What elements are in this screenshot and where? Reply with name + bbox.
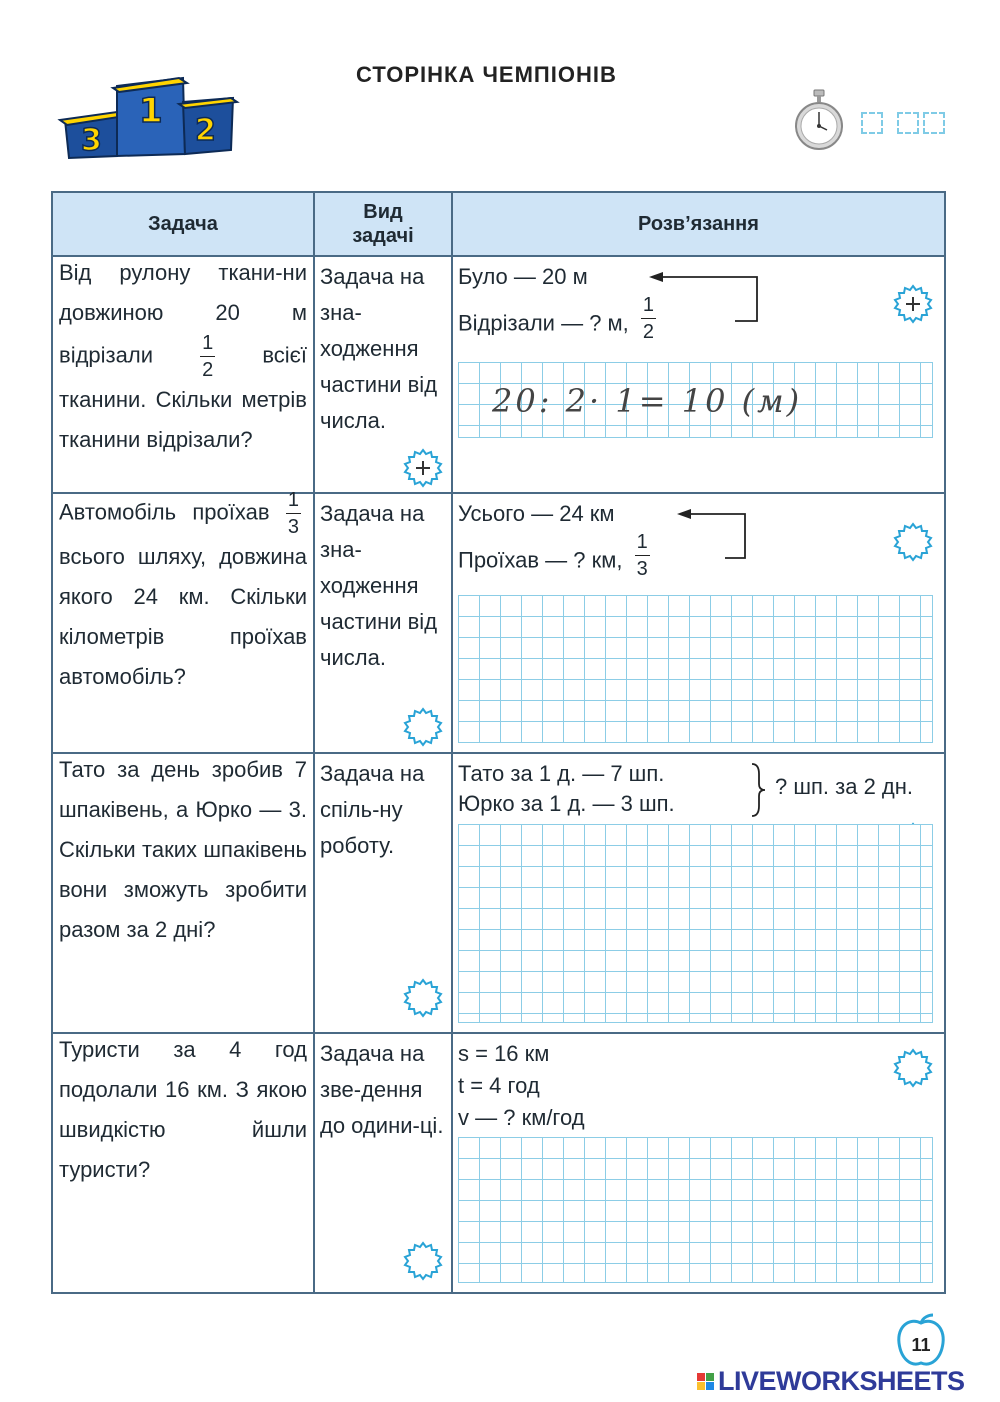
solution-line: Усього — 24 км bbox=[458, 501, 615, 526]
kind-cell bbox=[314, 256, 452, 493]
solution-line: Юрко за 1 д. — 3 шп. bbox=[458, 791, 675, 816]
time-box[interactable] bbox=[861, 112, 883, 134]
kind-cell bbox=[314, 1033, 452, 1293]
answer-grid[interactable] bbox=[458, 1137, 933, 1283]
fraction-denominator: 2 bbox=[202, 359, 214, 381]
solution-cell bbox=[452, 753, 945, 1033]
task-text-part: Скільки метрів тканини відрізали? bbox=[59, 387, 307, 452]
task-cell bbox=[52, 753, 314, 1033]
liveworksheets-logo bbox=[697, 1366, 965, 1397]
table-row bbox=[52, 256, 945, 493]
answer-grid[interactable] bbox=[458, 595, 933, 743]
podium-place-1: 1 bbox=[139, 91, 163, 131]
solution-cell bbox=[452, 1033, 945, 1293]
task-text bbox=[53, 253, 313, 460]
solution-line: v — ? км/год bbox=[458, 1105, 585, 1130]
check-plus-badge-icon[interactable] bbox=[403, 448, 443, 488]
check-plus-badge-icon[interactable] bbox=[893, 284, 933, 324]
badge-icon[interactable] bbox=[403, 978, 443, 1018]
solution-question: ? шп. за 2 дн. bbox=[775, 774, 914, 799]
brand-text: LIVEWORKSHEETS bbox=[718, 1366, 965, 1396]
task-text-part: Автомобіль проїхав bbox=[59, 499, 270, 525]
task-text: Тато за день зробив 7 шпаківень, а Юрко — 3. Скільки таких шпаківень вони зможуть зробити разом за 2 дні? bbox=[59, 757, 307, 942]
podium-logo bbox=[55, 58, 240, 168]
task-text-part: всієї тканини. bbox=[59, 342, 307, 412]
logo-blocks-icon bbox=[697, 1373, 714, 1390]
bracket-arrow-icon bbox=[643, 269, 763, 329]
solution-cell bbox=[452, 256, 945, 493]
bracket-arrow-icon bbox=[671, 506, 751, 566]
table-header-row bbox=[52, 192, 945, 256]
curly-brace-icon bbox=[749, 760, 769, 820]
fraction-denominator: 2 bbox=[642, 321, 655, 343]
stopwatch-icon bbox=[793, 88, 845, 154]
solution-line: s = 16 км bbox=[458, 1041, 550, 1066]
fraction-denominator: 3 bbox=[287, 516, 299, 538]
fraction-numerator: 1 bbox=[635, 532, 650, 556]
badge-icon[interactable] bbox=[893, 1048, 933, 1088]
task-text-part: Від рулону ткани-ни довжиною 20 м відрізали bbox=[59, 260, 307, 368]
tasks-table bbox=[51, 191, 946, 1294]
table-row bbox=[52, 753, 945, 1033]
answer-grid[interactable] bbox=[458, 362, 933, 438]
fraction bbox=[200, 333, 215, 380]
answer-grid[interactable] bbox=[458, 824, 933, 1023]
task-cell bbox=[52, 256, 314, 493]
solution-line: Було — 20 м bbox=[458, 264, 588, 289]
task-cell bbox=[52, 489, 314, 753]
page-number: 11 bbox=[911, 1335, 931, 1355]
solution-line: Тато за 1 д. — 7 шп. bbox=[458, 761, 665, 786]
header-task: Задача bbox=[52, 192, 314, 256]
kind-cell bbox=[314, 493, 452, 753]
task-text: Туристи за 4 год подолали 16 км. З якою швидкістю йшли туристи? bbox=[59, 1037, 307, 1182]
badge-icon[interactable] bbox=[403, 1241, 443, 1281]
header-solution: Розв’язання bbox=[452, 192, 945, 256]
page-number-badge bbox=[893, 1313, 949, 1369]
kind-cell bbox=[314, 753, 452, 1033]
header-kind: Вид задачі bbox=[314, 192, 452, 256]
fraction bbox=[286, 490, 301, 537]
task-cell bbox=[52, 1033, 314, 1293]
solution-line-text: Проїхав — ? км, bbox=[458, 547, 623, 573]
page-title: СТОРІНКА ЧЕМПІОНІВ bbox=[356, 62, 617, 87]
badge-icon[interactable] bbox=[893, 522, 933, 562]
table-row bbox=[52, 493, 945, 753]
solution-line-text: Відрізали — ? м, bbox=[458, 310, 629, 336]
handwritten-answer: 20: 2· 1= 10 (м) bbox=[492, 382, 803, 420]
fraction-numerator: 1 bbox=[641, 295, 656, 319]
fraction-numerator: 1 bbox=[200, 333, 215, 357]
task-text-part: всього шляху, довжина якого 24 км. Скільки кілометрів проїхав автомобіль? bbox=[59, 544, 307, 689]
podium-place-3: 3 bbox=[81, 123, 102, 158]
task-kind-text: Задача на зна-ходження частини від числа. bbox=[320, 501, 438, 670]
solution-cell bbox=[452, 493, 945, 753]
task-kind-text: Задача на зве-дення до одини-ці. bbox=[320, 1041, 444, 1138]
podium-place-2: 2 bbox=[195, 113, 216, 148]
fraction-denominator: 3 bbox=[636, 558, 648, 580]
time-box[interactable] bbox=[897, 112, 919, 134]
fraction bbox=[635, 532, 650, 579]
table-row bbox=[52, 1033, 945, 1293]
fraction-numerator: 1 bbox=[286, 490, 301, 514]
task-kind-text: Задача на зна-ходження частини від числа. bbox=[320, 264, 438, 433]
time-box[interactable] bbox=[923, 112, 945, 134]
task-kind-text: Задача на спіль-ну роботу. bbox=[320, 761, 425, 858]
task-text bbox=[53, 490, 313, 697]
solution-line: t = 4 год bbox=[458, 1073, 540, 1098]
badge-icon[interactable] bbox=[403, 707, 443, 747]
